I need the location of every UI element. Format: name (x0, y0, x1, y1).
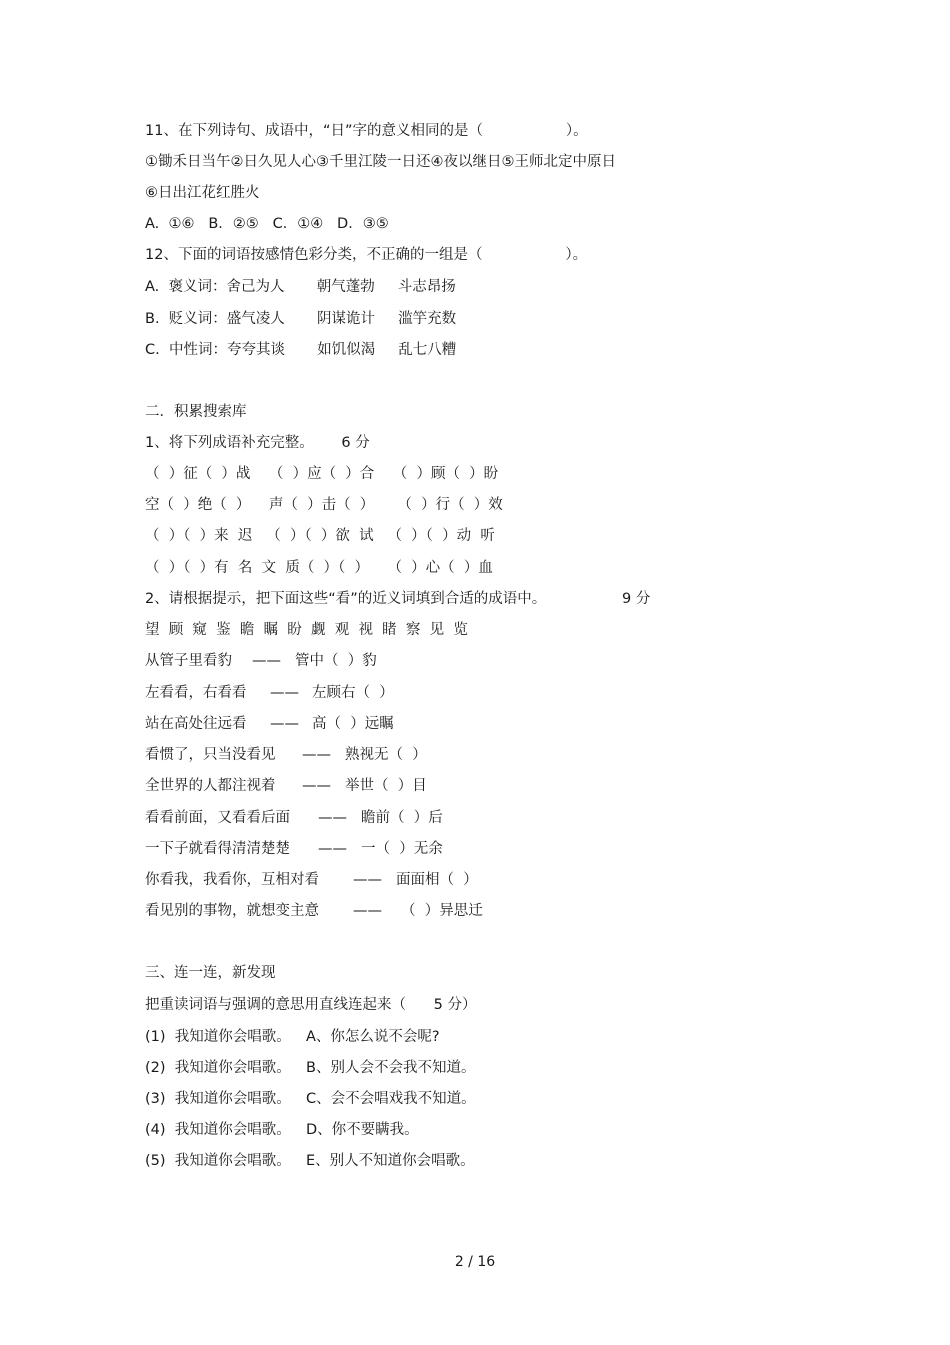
q12-option-b: B. 贬义词：盛气凌人 阴谋诡计 滥竽充数 (145, 311, 457, 327)
pair-dash: —— (318, 810, 347, 826)
match-right: C、会不会唱戏我不知道。 (306, 1091, 476, 1107)
pair-hint: 你看我，我看你，互相对看 (145, 872, 319, 888)
pair-answer: 瞻前（ ）后 (361, 810, 443, 826)
section3-instruction: 把重读词语与强调的意思用直线连起来（ 5 分） (145, 997, 477, 1013)
pair-answer: 熟视无（ ） (345, 747, 427, 763)
pair-hint: 看惯了，只当没看见 (145, 747, 276, 763)
s2-q2-word-bank: 望 顾 窥 鉴 瞻 瞩 盼 觑 观 视 睹 察 见 览 (145, 622, 468, 638)
match-left: (3) 我知道你会唱歌。 (145, 1091, 291, 1107)
pair-dash: —— (270, 716, 299, 732)
match-right: D、你不要瞒我。 (306, 1122, 419, 1138)
pair-answer: （ ）异思迁 (401, 903, 483, 919)
s2-q1-row-3: （ ）（ ）来 迟 （ ）（ ）欲 试 （ ）（ ）动 听 (145, 528, 495, 544)
q12-option-a: A. 褒义词：舍己为人 朝气蓬勃 斗志昂扬 (145, 279, 456, 295)
s2-q2-stem: 2、请根据提示，把下面这些“看”的近义词填到合适的成语中。 (145, 591, 547, 607)
match-right: E、别人不知道你会唱歌。 (306, 1153, 475, 1169)
match-left: (2) 我知道你会唱歌。 (145, 1060, 291, 1076)
s2-q1-row-2: 空（ ）绝（ ） 声（ ）击（ ） （ ）行（ ）效 (145, 497, 503, 513)
s2-q1-row-4: （ ）（ ）有 名 文 质（ ）（ ） （ ）心（ ）血 (145, 560, 493, 576)
pair-answer: 举世（ ）目 (345, 778, 427, 794)
pair-dash: —— (252, 653, 281, 669)
pair-hint: 看见别的事物，就想变主意 (145, 903, 319, 919)
q11-items-line-2: ⑥日出江花红胜火 (145, 185, 260, 201)
match-left: (4) 我知道你会唱歌。 (145, 1122, 291, 1138)
pair-hint: 站在高处往远看 (145, 716, 247, 732)
pair-answer: 面面相（ ） (396, 872, 478, 888)
pair-answer: 管中（ ）豹 (295, 653, 377, 669)
section2-title: 二．积累搜索库 (145, 404, 247, 420)
pair-dash: —— (353, 903, 382, 919)
pair-dash: —— (302, 747, 331, 763)
pair-dash: —— (353, 872, 382, 888)
pair-answer: 一（ ）无余 (361, 841, 443, 857)
q11-options: A. ①⑥ B．②⑤ C．①④ D．③⑤ (145, 216, 389, 232)
pair-dash: —— (318, 841, 347, 857)
pair-answer: 高（ ）远瞩 (312, 716, 394, 732)
s2-q1-stem: 1、将下列成语补充完整。 6 分 (145, 435, 370, 451)
s2-q2-score: 9 分 (622, 591, 651, 607)
pair-hint: 看看前面，又看看后面 (145, 810, 290, 826)
pair-dash: —— (270, 685, 299, 701)
pair-answer: 左顾右（ ） (312, 685, 394, 701)
match-left: (1) 我知道你会唱歌。 (145, 1029, 291, 1045)
page-number: 2 / 16 (454, 1254, 496, 1270)
match-right: B、别人会不会我不知道。 (306, 1060, 476, 1076)
q11-items-line-1: ①锄禾日当午②日久见人心③千里江陵一日还④夜以继日⑤王师北定中原日 (145, 154, 616, 170)
match-right: A、你怎么说不会呢? (306, 1029, 440, 1045)
pair-dash: —— (302, 778, 331, 794)
pair-hint: 左看看，右看看 (145, 685, 247, 701)
pair-hint: 全世界的人都注视着 (145, 778, 276, 794)
pair-hint: 从管子里看豹 (145, 653, 232, 669)
section3-title: 三、连一连，新发现 (145, 965, 276, 981)
s2-q1-row-1: （ ）征（ ）战 （ ）应（ ）合 （ ）顾（ ）盼 (145, 466, 499, 482)
match-left: (5) 我知道你会唱歌。 (145, 1153, 291, 1169)
q12-option-c: C. 中性词：夸夸其谈 如饥似渴 乱七八糟 (145, 342, 457, 358)
pair-hint: 一下子就看得清清楚楚 (145, 841, 290, 857)
q12-stem: 12、下面的词语按感情色彩分类，不正确的一组是（ ）。 (145, 247, 588, 263)
q11-stem: 11、在下列诗句、成语中，“日”字的意义相同的是（ ）。 (145, 123, 588, 139)
